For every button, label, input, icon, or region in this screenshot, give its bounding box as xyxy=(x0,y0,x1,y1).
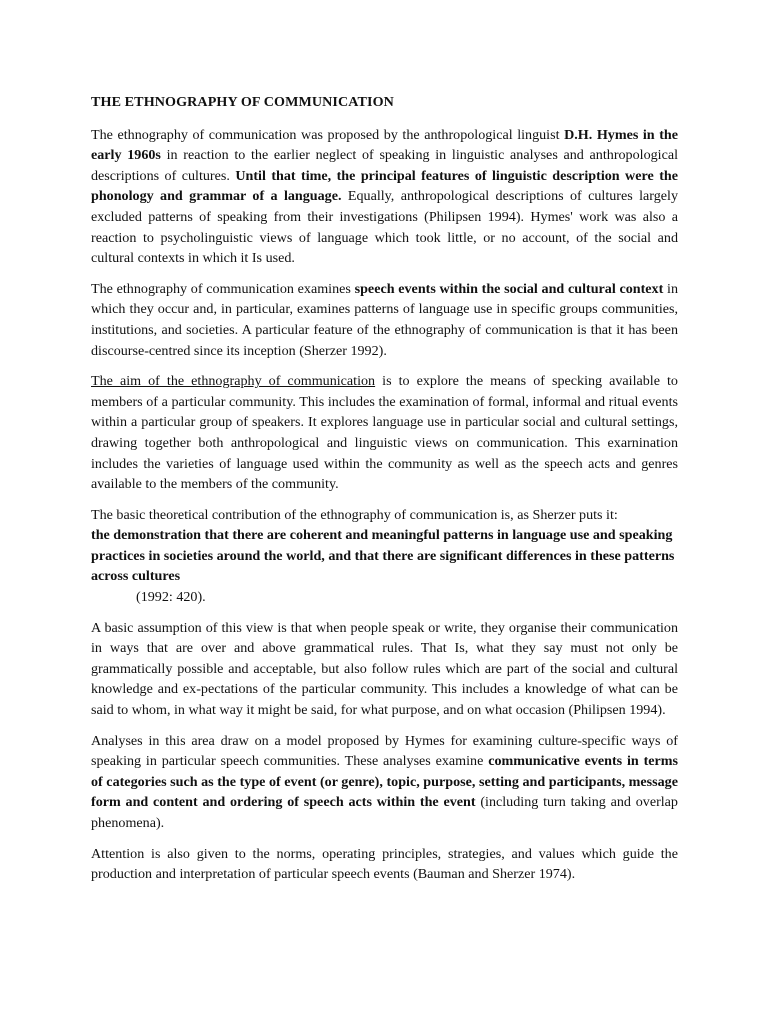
paragraph-origin xyxy=(91,125,678,269)
document-title: THE ETHNOGRAPHY OF COMMUNICATION xyxy=(91,94,394,110)
document-body xyxy=(91,92,678,885)
paragraph-text: (including turn taking and overlap phenomena). xyxy=(91,794,678,831)
quote-citation: (1992: 420). xyxy=(136,589,206,606)
paragraph-text: in reaction to the earlier neglect of speaking in linguistic analyses and anthropological descriptions of cultures. xyxy=(91,147,678,184)
paragraph-text: in which they occur and, in particular, examines patterns of language use in specific groups communities, institutions, and societies. A particular feature of the ethnography of communication is that it has been discourse-centred since its inception (Sherzer 1992). xyxy=(91,280,678,359)
paragraph-attention: Attention is also given to the norms, operating principles, strategies, and values which guide the production and interpretation of particular speech events (Bauman and Sherzer 1974). xyxy=(91,845,678,883)
bold-phrase: Until that time, the principal features of linguistic description were the phonology and grammar of a language. xyxy=(91,167,678,205)
paragraph-text: is to explore the means of specking available to members of a particular community. This includes the examination of formal, informal and ritual events within a particular group of speakers. It explores language use in particular social and cultural settings, drawing together both anthropological and linguistic views on communication. This exarnination includes the varieties of language used within the community as well as the speech acts and genres available to the members of the community. xyxy=(91,373,678,493)
paragraph-assumption: A basic assumption of this view is that when people speak or write, they organise their communication in ways that are over and above grammatical rules. That Is, what they say must not only be grammatically possible and acceptable, but also follow rules which are part of the social and cultural knowledge and ex-pectations of the particular community. This includes a knowledge of what can be said to whom, in what way it might be said, for what purpose, and on what occasion (Philipsen 1994). xyxy=(91,619,678,719)
paragraph-aim xyxy=(91,371,678,495)
paragraph-text: Equally, anthropological descriptions of cultures largely excluded patterns of speaking from their investigations (Philipsen 1994). Hymes' work was also a reaction to psycholinguistic views of language which took little, or no account, of the social and cultural contexts in which it Is used. xyxy=(91,188,678,267)
paragraph-text: Analyses in this area draw on a model proposed by Hymes for examining culture-specific ways of speaking in particular speech communities. These analyses examine xyxy=(91,732,678,770)
paragraph-examines xyxy=(91,279,678,361)
paragraph-contribution-intro: The basic theoretical contribution of the ethnography of communication is, as Sherzer puts it: xyxy=(91,506,618,523)
paragraph-text: The ethnography of communication examines xyxy=(91,280,355,297)
block-quote: the demonstration that there are coherent and meaningful patterns in language use and speaking practices in societies around the world, and that there are significant differences in these patterns across cultures xyxy=(91,527,675,585)
paragraph-analyses xyxy=(91,731,678,834)
bold-phrase: speech events within the social and cultural context xyxy=(354,280,664,297)
bold-phrase: communicative events in terms of categories such as the type of event (or genre), topic, purpose, setting and participants, message form and content and ordering of speech acts within the event xyxy=(91,753,678,811)
bold-phrase: D.H. Hymes in the early 1960s xyxy=(91,126,678,164)
underlined-phrase: The aim of the ethnography of communication xyxy=(91,373,376,390)
paragraph-text: The ethnography of communication was proposed by the anthropological linguist xyxy=(91,126,565,143)
